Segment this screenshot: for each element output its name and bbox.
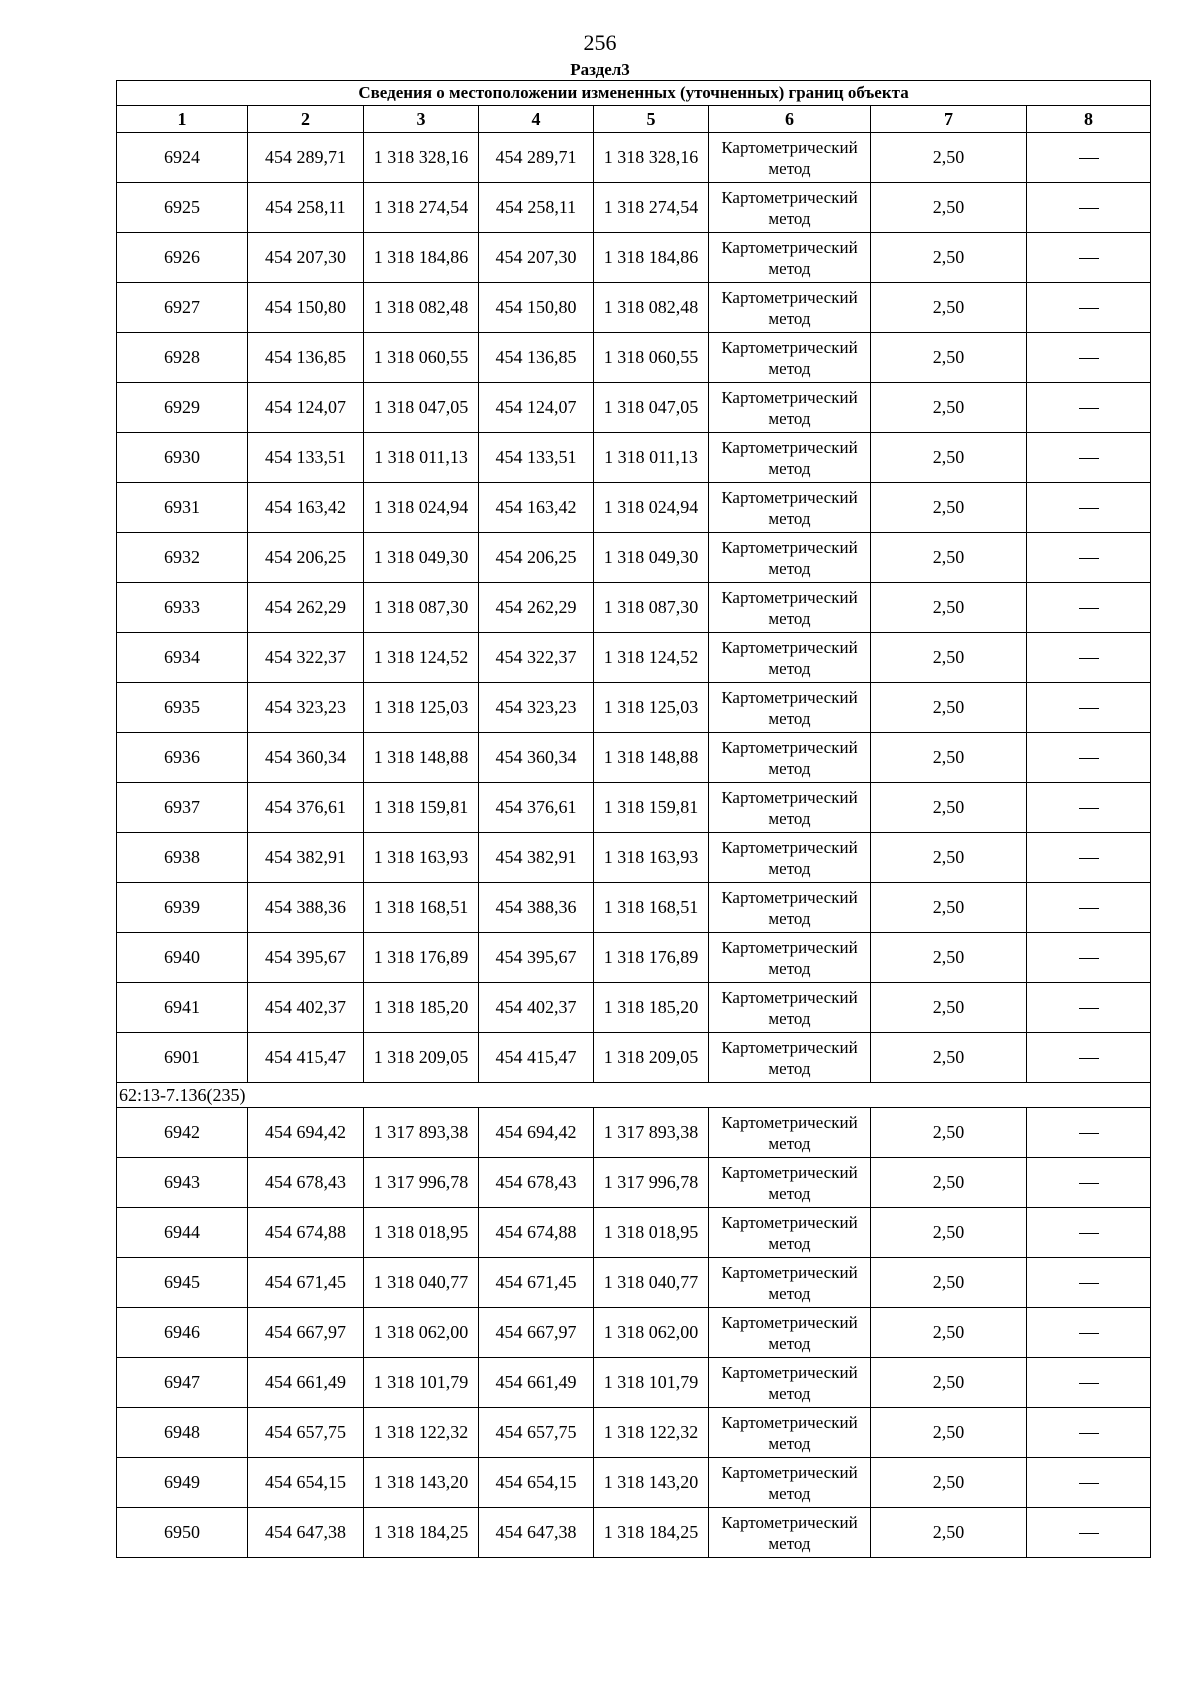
- coordinates-table: [116, 80, 1151, 1558]
- x-new-cell: 454 402,37: [479, 983, 594, 1033]
- note-cell: [1027, 383, 1151, 433]
- table-row: [117, 1033, 1151, 1083]
- dash-mark: [1079, 658, 1099, 659]
- accuracy-cell: 2,50: [871, 1208, 1027, 1258]
- table-row: [117, 1508, 1151, 1558]
- table-row: [117, 683, 1151, 733]
- table-row: [117, 1408, 1151, 1458]
- x-existing-cell: 454 133,51: [248, 433, 364, 483]
- x-existing-cell: 454 647,38: [248, 1508, 364, 1558]
- y-existing-cell: 1 318 176,89: [364, 933, 479, 983]
- note-cell: [1027, 533, 1151, 583]
- point-number-cell: 6926: [117, 233, 248, 283]
- x-new-cell: 454 667,97: [479, 1308, 594, 1358]
- y-existing-cell: 1 318 125,03: [364, 683, 479, 733]
- x-new-cell: 454 654,15: [479, 1458, 594, 1508]
- method-cell: Картометрический метод: [709, 933, 871, 983]
- y-new-cell: 1 318 328,16: [594, 133, 709, 183]
- dash-mark: [1079, 1008, 1099, 1009]
- x-existing-cell: 454 163,42: [248, 483, 364, 533]
- method-cell: Картометрический метод: [709, 1158, 871, 1208]
- point-number-cell: 6939: [117, 883, 248, 933]
- table-row: [117, 583, 1151, 633]
- table-row: [117, 333, 1151, 383]
- y-existing-cell: 1 317 893,38: [364, 1108, 479, 1158]
- x-existing-cell: 454 322,37: [248, 633, 364, 683]
- point-number-cell: 6950: [117, 1508, 248, 1558]
- y-existing-cell: 1 318 018,95: [364, 1208, 479, 1258]
- y-existing-cell: 1 318 062,00: [364, 1308, 479, 1358]
- y-new-cell: 1 318 024,94: [594, 483, 709, 533]
- point-number-cell: 6943: [117, 1158, 248, 1208]
- accuracy-cell: 2,50: [871, 1108, 1027, 1158]
- accuracy-cell: 2,50: [871, 1508, 1027, 1558]
- dash-mark: [1079, 758, 1099, 759]
- accuracy-cell: 2,50: [871, 1358, 1027, 1408]
- point-number-cell: 6932: [117, 533, 248, 583]
- y-new-cell: 1 318 159,81: [594, 783, 709, 833]
- x-new-cell: 454 661,49: [479, 1358, 594, 1408]
- column-number-5: 5: [594, 106, 709, 133]
- point-number-cell: 6941: [117, 983, 248, 1033]
- note-cell: [1027, 1508, 1151, 1558]
- dash-mark: [1079, 808, 1099, 809]
- dash-mark: [1079, 458, 1099, 459]
- table-row: [117, 783, 1151, 833]
- y-existing-cell: 1 318 101,79: [364, 1358, 479, 1408]
- y-existing-cell: 1 318 024,94: [364, 483, 479, 533]
- note-cell: [1027, 333, 1151, 383]
- dash-mark: [1079, 208, 1099, 209]
- y-new-cell: 1 318 185,20: [594, 983, 709, 1033]
- x-existing-cell: 454 694,42: [248, 1108, 364, 1158]
- note-cell: [1027, 283, 1151, 333]
- dash-mark: [1079, 1058, 1099, 1059]
- x-existing-cell: 454 262,29: [248, 583, 364, 633]
- dash-mark: [1079, 1333, 1099, 1334]
- dash-mark: [1079, 358, 1099, 359]
- point-number-cell: 6945: [117, 1258, 248, 1308]
- y-existing-cell: 1 318 163,93: [364, 833, 479, 883]
- y-existing-cell: 1 317 996,78: [364, 1158, 479, 1208]
- y-existing-cell: 1 318 122,32: [364, 1408, 479, 1458]
- column-number-7: 7: [871, 106, 1027, 133]
- x-existing-cell: 454 207,30: [248, 233, 364, 283]
- note-cell: [1027, 733, 1151, 783]
- x-new-cell: 454 124,07: [479, 383, 594, 433]
- method-cell: Картометрический метод: [709, 733, 871, 783]
- x-existing-cell: 454 124,07: [248, 383, 364, 433]
- note-cell: [1027, 833, 1151, 883]
- method-cell: Картометрический метод: [709, 883, 871, 933]
- x-new-cell: 454 671,45: [479, 1258, 594, 1308]
- x-existing-cell: 454 395,67: [248, 933, 364, 983]
- dash-mark: [1079, 1283, 1099, 1284]
- method-cell: Картометрический метод: [709, 1033, 871, 1083]
- x-existing-cell: 454 382,91: [248, 833, 364, 883]
- method-cell: Картометрический метод: [709, 483, 871, 533]
- x-existing-cell: 454 667,97: [248, 1308, 364, 1358]
- point-number-cell: 6936: [117, 733, 248, 783]
- method-cell: Картометрический метод: [709, 583, 871, 633]
- dash-mark: [1079, 1433, 1099, 1434]
- x-new-cell: 454 323,23: [479, 683, 594, 733]
- x-existing-cell: 454 671,45: [248, 1258, 364, 1308]
- group-label-row: [117, 1083, 1151, 1108]
- x-existing-cell: 454 136,85: [248, 333, 364, 383]
- y-new-cell: 1 318 125,03: [594, 683, 709, 733]
- x-existing-cell: 454 674,88: [248, 1208, 364, 1258]
- x-new-cell: 454 415,47: [479, 1033, 594, 1083]
- accuracy-cell: 2,50: [871, 633, 1027, 683]
- table-row: [117, 1208, 1151, 1258]
- accuracy-cell: 2,50: [871, 533, 1027, 583]
- y-new-cell: 1 318 060,55: [594, 333, 709, 383]
- y-new-cell: 1 318 148,88: [594, 733, 709, 783]
- method-cell: Картометрический метод: [709, 1108, 871, 1158]
- method-cell: Картометрический метод: [709, 783, 871, 833]
- point-number-cell: 6940: [117, 933, 248, 983]
- table-row: [117, 533, 1151, 583]
- dash-mark: [1079, 158, 1099, 159]
- x-existing-cell: 454 388,36: [248, 883, 364, 933]
- column-number-1: 1: [117, 106, 248, 133]
- y-new-cell: 1 318 143,20: [594, 1458, 709, 1508]
- x-new-cell: 454 163,42: [479, 483, 594, 533]
- note-cell: [1027, 933, 1151, 983]
- x-existing-cell: 454 415,47: [248, 1033, 364, 1083]
- accuracy-cell: 2,50: [871, 583, 1027, 633]
- dash-mark: [1079, 558, 1099, 559]
- method-cell: Картометрический метод: [709, 633, 871, 683]
- accuracy-cell: 2,50: [871, 233, 1027, 283]
- dash-mark: [1079, 1133, 1099, 1134]
- note-cell: [1027, 183, 1151, 233]
- accuracy-cell: 2,50: [871, 333, 1027, 383]
- y-existing-cell: 1 318 148,88: [364, 733, 479, 783]
- table-row: [117, 733, 1151, 783]
- point-number-cell: 6929: [117, 383, 248, 433]
- y-existing-cell: 1 318 040,77: [364, 1258, 479, 1308]
- accuracy-cell: 2,50: [871, 833, 1027, 883]
- table-row: [117, 383, 1151, 433]
- y-new-cell: 1 318 082,48: [594, 283, 709, 333]
- dash-mark: [1079, 608, 1099, 609]
- y-existing-cell: 1 318 124,52: [364, 633, 479, 683]
- table-row: [117, 183, 1151, 233]
- method-cell: Картометрический метод: [709, 233, 871, 283]
- method-cell: Картометрический метод: [709, 983, 871, 1033]
- y-new-cell: 1 318 163,93: [594, 833, 709, 883]
- y-existing-cell: 1 318 185,20: [364, 983, 479, 1033]
- x-existing-cell: 454 402,37: [248, 983, 364, 1033]
- y-existing-cell: 1 318 047,05: [364, 383, 479, 433]
- method-cell: Картометрический метод: [709, 1208, 871, 1258]
- point-number-cell: 6935: [117, 683, 248, 733]
- point-number-cell: 6925: [117, 183, 248, 233]
- method-cell: Картометрический метод: [709, 1508, 871, 1558]
- point-number-cell: 6930: [117, 433, 248, 483]
- x-existing-cell: 454 206,25: [248, 533, 364, 583]
- x-new-cell: 454 360,34: [479, 733, 594, 783]
- accuracy-cell: 2,50: [871, 383, 1027, 433]
- x-existing-cell: 454 661,49: [248, 1358, 364, 1408]
- point-number-cell: 6933: [117, 583, 248, 633]
- group-label: 62:13-7.136(235): [117, 1083, 1151, 1108]
- y-new-cell: 1 318 018,95: [594, 1208, 709, 1258]
- dash-mark: [1079, 1383, 1099, 1384]
- dash-mark: [1079, 908, 1099, 909]
- table-row: [117, 1158, 1151, 1208]
- x-new-cell: 454 136,85: [479, 333, 594, 383]
- x-new-cell: 454 206,25: [479, 533, 594, 583]
- method-cell: Картометрический метод: [709, 183, 871, 233]
- method-cell: Картометрический метод: [709, 1408, 871, 1458]
- accuracy-cell: 2,50: [871, 1408, 1027, 1458]
- table-row: [117, 1358, 1151, 1408]
- y-new-cell: 1 318 184,86: [594, 233, 709, 283]
- y-existing-cell: 1 318 159,81: [364, 783, 479, 833]
- accuracy-cell: 2,50: [871, 1258, 1027, 1308]
- note-cell: [1027, 683, 1151, 733]
- dash-mark: [1079, 1483, 1099, 1484]
- note-cell: [1027, 1258, 1151, 1308]
- accuracy-cell: 2,50: [871, 183, 1027, 233]
- note-cell: [1027, 1158, 1151, 1208]
- y-existing-cell: 1 318 049,30: [364, 533, 479, 583]
- point-number-cell: 6934: [117, 633, 248, 683]
- table-row: [117, 1108, 1151, 1158]
- y-existing-cell: 1 318 328,16: [364, 133, 479, 183]
- dash-mark: [1079, 408, 1099, 409]
- method-cell: Картометрический метод: [709, 1358, 871, 1408]
- y-new-cell: 1 318 176,89: [594, 933, 709, 983]
- dash-mark: [1079, 858, 1099, 859]
- y-new-cell: 1 318 184,25: [594, 1508, 709, 1558]
- x-new-cell: 454 395,67: [479, 933, 594, 983]
- y-existing-cell: 1 318 082,48: [364, 283, 479, 333]
- accuracy-cell: 2,50: [871, 983, 1027, 1033]
- y-new-cell: 1 318 011,13: [594, 433, 709, 483]
- method-cell: Картометрический метод: [709, 433, 871, 483]
- note-cell: [1027, 1308, 1151, 1358]
- note-cell: [1027, 433, 1151, 483]
- method-cell: Картометрический метод: [709, 283, 871, 333]
- y-existing-cell: 1 318 184,25: [364, 1508, 479, 1558]
- point-number-cell: 6901: [117, 1033, 248, 1083]
- y-new-cell: 1 318 124,52: [594, 633, 709, 683]
- dash-mark: [1079, 258, 1099, 259]
- method-cell: Картометрический метод: [709, 833, 871, 883]
- accuracy-cell: 2,50: [871, 883, 1027, 933]
- accuracy-cell: 2,50: [871, 1158, 1027, 1208]
- x-new-cell: 454 262,29: [479, 583, 594, 633]
- point-number-cell: 6942: [117, 1108, 248, 1158]
- note-cell: [1027, 1033, 1151, 1083]
- point-number-cell: 6949: [117, 1458, 248, 1508]
- x-new-cell: 454 678,43: [479, 1158, 594, 1208]
- dash-mark: [1079, 958, 1099, 959]
- y-existing-cell: 1 318 168,51: [364, 883, 479, 933]
- note-cell: [1027, 483, 1151, 533]
- y-new-cell: 1 318 047,05: [594, 383, 709, 433]
- method-cell: Картометрический метод: [709, 1458, 871, 1508]
- x-new-cell: 454 150,80: [479, 283, 594, 333]
- note-cell: [1027, 983, 1151, 1033]
- method-cell: Картометрический метод: [709, 383, 871, 433]
- point-number-cell: 6937: [117, 783, 248, 833]
- point-number-cell: 6947: [117, 1358, 248, 1408]
- point-number-cell: 6944: [117, 1208, 248, 1258]
- note-cell: [1027, 783, 1151, 833]
- accuracy-cell: 2,50: [871, 933, 1027, 983]
- table-row: [117, 233, 1151, 283]
- point-number-cell: 6948: [117, 1408, 248, 1458]
- dash-mark: [1079, 308, 1099, 309]
- accuracy-cell: 2,50: [871, 1458, 1027, 1508]
- column-number-4: 4: [479, 106, 594, 133]
- y-new-cell: 1 318 087,30: [594, 583, 709, 633]
- table-row: [117, 483, 1151, 533]
- table-row: [117, 283, 1151, 333]
- point-number-cell: 6927: [117, 283, 248, 333]
- accuracy-cell: 2,50: [871, 1308, 1027, 1358]
- column-number-6: 6: [709, 106, 871, 133]
- accuracy-cell: 2,50: [871, 783, 1027, 833]
- x-existing-cell: 454 150,80: [248, 283, 364, 333]
- y-new-cell: 1 317 893,38: [594, 1108, 709, 1158]
- dash-mark: [1079, 1183, 1099, 1184]
- point-number-cell: 6924: [117, 133, 248, 183]
- table-body: [117, 133, 1151, 1558]
- x-new-cell: 454 694,42: [479, 1108, 594, 1158]
- note-cell: [1027, 1208, 1151, 1258]
- page-number: 256: [583, 30, 617, 55]
- column-number-row: [117, 106, 1151, 133]
- accuracy-cell: 2,50: [871, 283, 1027, 333]
- table-row: [117, 883, 1151, 933]
- x-new-cell: 454 133,51: [479, 433, 594, 483]
- y-existing-cell: 1 318 184,86: [364, 233, 479, 283]
- note-cell: [1027, 133, 1151, 183]
- x-new-cell: 454 376,61: [479, 783, 594, 833]
- table-row: [117, 1308, 1151, 1358]
- dash-mark: [1079, 1533, 1099, 1534]
- y-new-cell: 1 318 168,51: [594, 883, 709, 933]
- method-cell: Картометрический метод: [709, 683, 871, 733]
- y-new-cell: 1 318 122,32: [594, 1408, 709, 1458]
- y-new-cell: 1 318 049,30: [594, 533, 709, 583]
- method-cell: Картометрический метод: [709, 1258, 871, 1308]
- table-caption: Сведения о местоположении измененных (уточненных) границ объекта: [117, 81, 1151, 106]
- note-cell: [1027, 233, 1151, 283]
- note-cell: [1027, 633, 1151, 683]
- dash-mark: [1079, 1233, 1099, 1234]
- note-cell: [1027, 583, 1151, 633]
- x-new-cell: 454 674,88: [479, 1208, 594, 1258]
- accuracy-cell: 2,50: [871, 483, 1027, 533]
- y-new-cell: 1 318 101,79: [594, 1358, 709, 1408]
- accuracy-cell: 2,50: [871, 433, 1027, 483]
- x-existing-cell: 454 654,15: [248, 1458, 364, 1508]
- y-existing-cell: 1 318 143,20: [364, 1458, 479, 1508]
- x-new-cell: 454 647,38: [479, 1508, 594, 1558]
- x-existing-cell: 454 323,23: [248, 683, 364, 733]
- x-existing-cell: 454 258,11: [248, 183, 364, 233]
- y-new-cell: 1 317 996,78: [594, 1158, 709, 1208]
- method-cell: Картометрический метод: [709, 333, 871, 383]
- table-row: [117, 833, 1151, 883]
- y-new-cell: 1 318 274,54: [594, 183, 709, 233]
- x-existing-cell: 454 376,61: [248, 783, 364, 833]
- note-cell: [1027, 1408, 1151, 1458]
- x-new-cell: 454 207,30: [479, 233, 594, 283]
- table-row: [117, 983, 1151, 1033]
- y-existing-cell: 1 318 209,05: [364, 1033, 479, 1083]
- x-new-cell: 454 657,75: [479, 1408, 594, 1458]
- table-row: [117, 633, 1151, 683]
- x-new-cell: 454 289,71: [479, 133, 594, 183]
- x-existing-cell: 454 657,75: [248, 1408, 364, 1458]
- y-existing-cell: 1 318 060,55: [364, 333, 479, 383]
- point-number-cell: 6946: [117, 1308, 248, 1358]
- x-new-cell: 454 322,37: [479, 633, 594, 683]
- accuracy-cell: 2,50: [871, 133, 1027, 183]
- y-existing-cell: 1 318 011,13: [364, 433, 479, 483]
- x-new-cell: 454 382,91: [479, 833, 594, 883]
- x-existing-cell: 454 289,71: [248, 133, 364, 183]
- column-number-3: 3: [364, 106, 479, 133]
- point-number-cell: 6931: [117, 483, 248, 533]
- table-row: [117, 1458, 1151, 1508]
- note-cell: [1027, 883, 1151, 933]
- table-row: [117, 933, 1151, 983]
- point-number-cell: 6928: [117, 333, 248, 383]
- table-row: [117, 433, 1151, 483]
- x-new-cell: 454 388,36: [479, 883, 594, 933]
- y-new-cell: 1 318 209,05: [594, 1033, 709, 1083]
- x-existing-cell: 454 360,34: [248, 733, 364, 783]
- method-cell: Картометрический метод: [709, 133, 871, 183]
- y-new-cell: 1 318 062,00: [594, 1308, 709, 1358]
- table-row: [117, 133, 1151, 183]
- note-cell: [1027, 1108, 1151, 1158]
- column-number-8: 8: [1027, 106, 1151, 133]
- accuracy-cell: 2,50: [871, 733, 1027, 783]
- method-cell: Картометрический метод: [709, 533, 871, 583]
- column-number-2: 2: [248, 106, 364, 133]
- method-cell: Картометрический метод: [709, 1308, 871, 1358]
- y-existing-cell: 1 318 087,30: [364, 583, 479, 633]
- accuracy-cell: 2,50: [871, 683, 1027, 733]
- accuracy-cell: 2,50: [871, 1033, 1027, 1083]
- dash-mark: [1079, 508, 1099, 509]
- note-cell: [1027, 1458, 1151, 1508]
- note-cell: [1027, 1358, 1151, 1408]
- x-new-cell: 454 258,11: [479, 183, 594, 233]
- y-existing-cell: 1 318 274,54: [364, 183, 479, 233]
- dash-mark: [1079, 708, 1099, 709]
- y-new-cell: 1 318 040,77: [594, 1258, 709, 1308]
- x-existing-cell: 454 678,43: [248, 1158, 364, 1208]
- section-title: Раздел3: [570, 60, 630, 79]
- table-row: [117, 1258, 1151, 1308]
- point-number-cell: 6938: [117, 833, 248, 883]
